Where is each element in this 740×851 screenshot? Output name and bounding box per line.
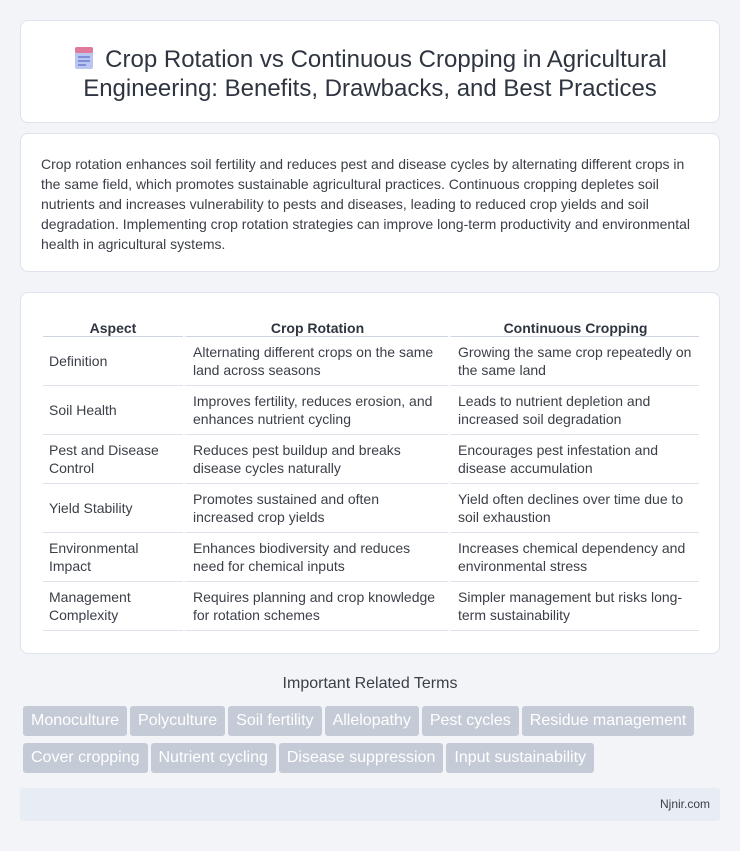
table-row [43,386,699,435]
cell-aspect: Definition [43,337,183,386]
header-crop-rotation: Crop Rotation [183,315,448,337]
cell-continuous-cropping: Increases chemical dependency and environmental stress [448,533,699,582]
page-title [21,21,719,103]
title-card [20,20,720,123]
tag-disease-suppression[interactable]: Disease suppression [279,743,444,773]
footer-site-link[interactable]: Njnir.com [659,797,710,811]
table-row [43,337,699,386]
document-icon [73,46,95,70]
table-row [43,533,699,582]
cell-crop-rotation: Improves fertility, reduces erosion, and enhances nutrient cycling [183,386,448,435]
cell-crop-rotation: Promotes sustained and often increased crop yields [183,484,448,533]
page-title-text: Crop Rotation vs Continuous Cropping in Agricultural Engineering: Benefits, Drawbacks, and Best Practices [83,46,667,102]
table-row [43,484,699,533]
cell-aspect: Pest and Disease Control [43,435,183,484]
tag-residue-management[interactable]: Residue management [522,706,695,736]
tag-nutrient-cycling[interactable]: Nutrient cycling [151,743,276,773]
comparison-table [43,315,699,631]
tag-allelopathy[interactable]: Allelopathy [325,706,419,736]
tag-monoculture[interactable]: Monoculture [23,706,127,736]
comparison-card [20,292,720,654]
cell-continuous-cropping: Leads to nutrient depletion and increased soil degradation [448,386,699,435]
header-continuous-cropping: Continuous Cropping [448,315,699,337]
tag-cover-cropping[interactable]: Cover cropping [23,743,148,773]
cell-continuous-cropping: Encourages pest infestation and disease accumulation [448,435,699,484]
intro-card [20,133,720,272]
cell-aspect: Yield Stability [43,484,183,533]
cell-crop-rotation: Requires planning and crop knowledge for rotation schemes [183,582,448,631]
cell-continuous-cropping: Growing the same crop repeatedly on the same land [448,337,699,386]
cell-crop-rotation: Alternating different crops on the same land across seasons [183,337,448,386]
related-terms-heading: Important Related Terms [282,675,458,692]
cell-aspect: Management Complexity [43,582,183,631]
cell-crop-rotation: Enhances biodiversity and reduces need for chemical inputs [183,533,448,582]
tag-pest-cycles[interactable]: Pest cycles [422,706,519,736]
cell-aspect: Soil Health [43,386,183,435]
related-terms-list [23,706,723,780]
footer-bar [20,788,720,821]
cell-crop-rotation: Reduces pest buildup and breaks disease cycles naturally [183,435,448,484]
cell-continuous-cropping: Simpler management but risks long-term sustainability [448,582,699,631]
cell-continuous-cropping: Yield often declines over time due to soil exhaustion [448,484,699,533]
table-row [43,582,699,631]
cell-aspect: Environmental Impact [43,533,183,582]
header-aspect: Aspect [43,315,183,337]
tag-input-sustainability[interactable]: Input sustainability [446,743,594,773]
tag-soil-fertility[interactable]: Soil fertility [228,706,321,736]
tag-polyculture[interactable]: Polyculture [130,706,225,736]
table-header-row [43,315,699,337]
intro-paragraph: Crop rotation enhances soil fertility and reduces pest and disease cycles by alternating different crops in the same field, which promotes sustainable agricultural practices. Continuous cropping depletes soil nutrients and increases vulnerability to pests and diseases, leading to reduced crop yields and soil degradation. Implementing crop rotation strategies can improve long-term productivity and environmental health in agricultural systems. [41,156,691,252]
table-row [43,435,699,484]
